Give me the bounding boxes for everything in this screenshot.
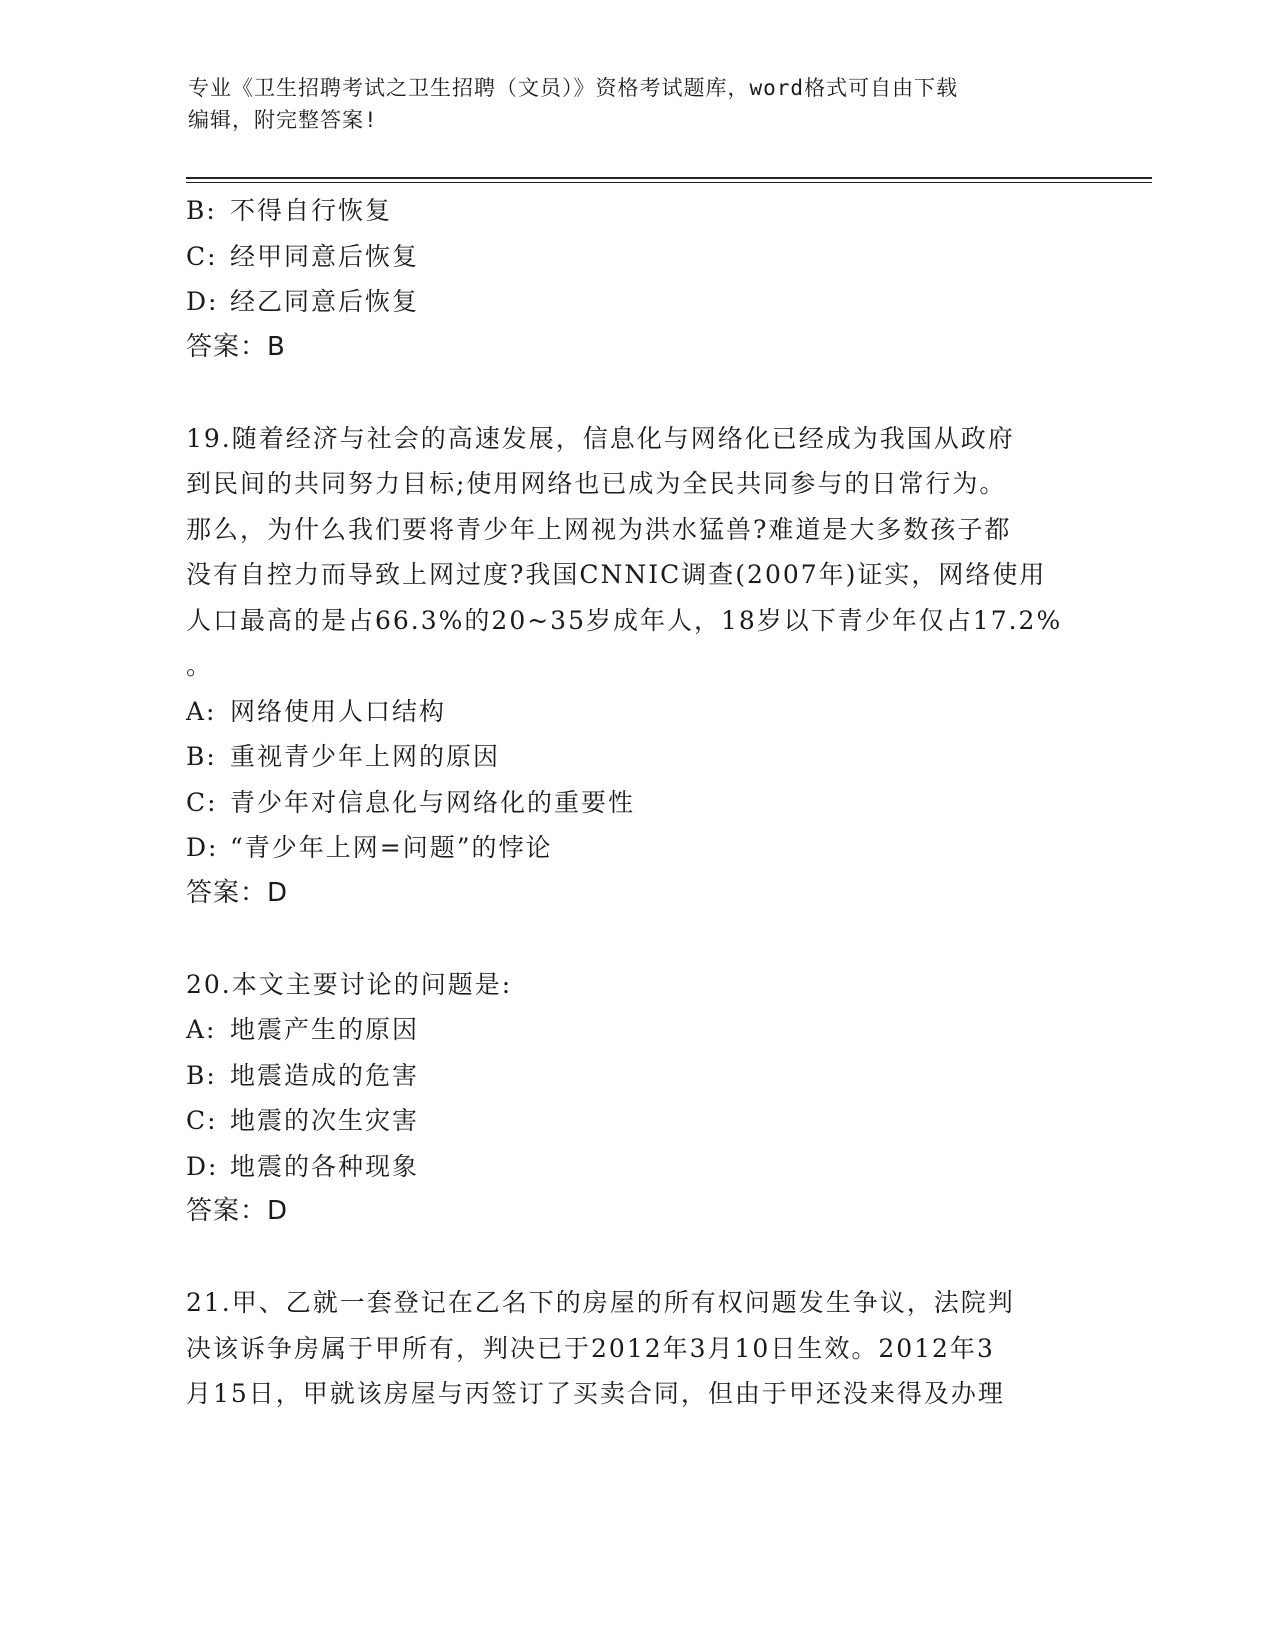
option-d: [186, 825, 1086, 871]
question-21: [186, 1280, 1086, 1417]
option-text: 重视青少年上网的原因: [230, 742, 501, 771]
option-c: [186, 234, 1086, 280]
option-text: 地震产生的原因: [230, 1015, 420, 1044]
option-text: 不得自行恢复: [230, 196, 393, 225]
header-line-2: 编辑，附完整答案!: [188, 108, 378, 132]
option-key: A:: [186, 696, 217, 726]
answer: 答案：D: [186, 877, 289, 908]
option-a: [186, 689, 1086, 735]
question-text-line: 没有自控力而导致上网过度?我国CNNIC调查(2007年)证实，网络使用: [186, 560, 1047, 589]
answer: 答案：D: [186, 1196, 289, 1226]
question-18-tail: [186, 188, 1086, 370]
answer: 答案：B: [186, 331, 286, 362]
option-key: A:: [186, 1015, 217, 1044]
page-header: [188, 72, 1068, 136]
option-d: [186, 279, 1086, 325]
question-text-line: 21.甲、乙就一套登记在乙名下的房屋的所有权问题发生争议，法院判: [186, 1288, 1015, 1317]
option-key: D:: [186, 833, 219, 862]
option-text: 青少年对信息化与网络化的重要性: [230, 787, 636, 817]
option-text: 经甲同意后恢复: [230, 241, 420, 271]
question-text-line: 月15日，甲就该房屋与丙签订了买卖合同，但由于甲还没来得及办理: [186, 1379, 1005, 1408]
header-rule-thin: [186, 182, 1152, 183]
question-text-line: 人口最高的是占66.3%的20~35岁成年人，18岁以下青少年仅占17.2%: [186, 605, 1063, 635]
option-key: D:: [186, 287, 219, 316]
question-text-line: 。: [186, 651, 214, 680]
option-key: B:: [186, 742, 217, 771]
question-text-line: 19.随着经济与社会的高速发展，信息化与网络化已经成为我国从政府: [186, 423, 1015, 453]
question-19: [186, 416, 1086, 917]
option-text: 经乙同意后恢复: [230, 287, 420, 316]
option-text: 地震的次生灾害: [230, 1106, 420, 1135]
option-text: 网络使用人口结构: [230, 696, 447, 726]
question-content: [186, 188, 1086, 1417]
option-c: [186, 780, 1086, 826]
option-b: [186, 188, 1086, 234]
option-text: 地震的各种现象: [230, 1151, 420, 1181]
header-rule-thick: [186, 177, 1152, 179]
option-d: [186, 1144, 1086, 1190]
option-key: D:: [186, 1151, 219, 1181]
option-b: [186, 1053, 1086, 1099]
option-key: B:: [186, 1060, 217, 1090]
header-line-1: 专业《卫生招聘考试之卫生招聘（文员）》资格考试题库，word格式可自由下载: [188, 76, 959, 100]
option-b: [186, 734, 1086, 780]
question-text-line: 到民间的共同努力目标;使用网络也已成为全民共同参与的日常行为。: [186, 469, 1007, 498]
option-key: C:: [186, 1106, 218, 1135]
option-c: [186, 1098, 1086, 1144]
question-text-line: 那么，为什么我们要将青少年上网视为洪水猛兽?难道是大多数孩子都: [186, 514, 1012, 544]
option-a: [186, 1007, 1086, 1053]
spacer: [186, 1235, 1086, 1281]
question-text-line: 决该诉争房属于甲所有，判决已于2012年3月10日生效。2012年3: [186, 1333, 995, 1363]
option-text: “青少年上网=问题”的悖论: [230, 833, 553, 862]
option-key: B:: [186, 196, 217, 225]
question-text-line: 20.本文主要讨论的问题是:: [186, 969, 513, 999]
spacer: [186, 370, 1086, 416]
option-text: 地震造成的危害: [230, 1060, 420, 1090]
spacer: [186, 916, 1086, 962]
option-key: C:: [186, 241, 218, 271]
option-key: C:: [186, 787, 218, 817]
question-20: [186, 962, 1086, 1235]
